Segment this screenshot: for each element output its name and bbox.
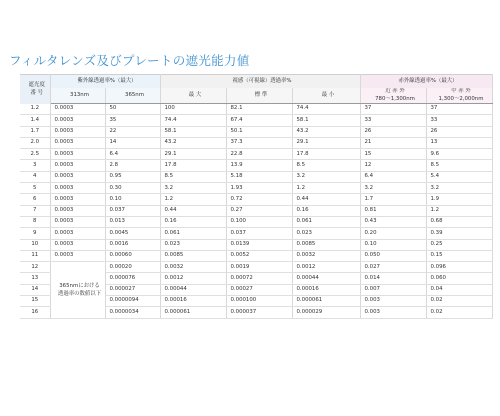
cell-shade-number: 2.0: [20, 137, 50, 148]
cell-visible-std: 0.0139: [226, 239, 292, 250]
cell-uv-365: 0.0016: [105, 239, 160, 250]
cell-shade-number: 3: [20, 160, 50, 171]
cell-visible-min: 0.44: [292, 194, 360, 205]
cell-uv-365: 0.013: [105, 216, 160, 227]
cell-uv-313: 0.0003: [50, 216, 105, 227]
cell-ir-mid: 37: [426, 104, 492, 115]
cell-visible-max: 0.0085: [160, 250, 226, 261]
cell-ir-near: 0.43: [360, 216, 426, 227]
header-vis-min: 最 小: [292, 88, 360, 104]
cell-visible-max: 1.2: [160, 194, 226, 205]
cell-shade-number: 12: [20, 262, 50, 273]
cell-ir-mid: 0.02: [426, 307, 492, 318]
cell-visible-max: 0.16: [160, 216, 226, 227]
cell-shade-number: 15: [20, 296, 50, 307]
cell-visible-min: 0.0012: [292, 262, 360, 273]
table-row: [20, 126, 492, 137]
cell-ir-mid: 26: [426, 126, 492, 137]
cell-visible-max: 0.0012: [160, 273, 226, 284]
cell-uv-313: 0.0003: [50, 228, 105, 239]
cell-shade-number: 4: [20, 171, 50, 182]
cell-shade-number: 1.2: [20, 104, 50, 115]
cell-visible-max: 0.00044: [160, 284, 226, 295]
cell-shade-number: 10: [20, 239, 50, 250]
cell-visible-max: 3.2: [160, 183, 226, 194]
cell-ir-near: 1.7: [360, 194, 426, 205]
cell-visible-std: 0.100: [226, 216, 292, 227]
header-uv-313: 313nm: [50, 88, 105, 104]
cell-shade-number: 11: [20, 250, 50, 261]
cell-uv-365: 0.0000094: [105, 296, 160, 307]
cell-visible-max: 29.1: [160, 149, 226, 160]
cell-visible-std: 0.00072: [226, 273, 292, 284]
cell-shade-number: 5: [20, 183, 50, 194]
cell-uv-313: 0.0003: [50, 160, 105, 171]
cell-uv-365: 35: [105, 115, 160, 126]
cell-visible-min: 74.4: [292, 104, 360, 115]
cell-ir-near: 0.81: [360, 205, 426, 216]
table-row: [20, 262, 492, 273]
cell-visible-std: 0.037: [226, 228, 292, 239]
cell-ir-mid: 13: [426, 137, 492, 148]
header-vis-max: 最 大: [160, 88, 226, 104]
cell-uv-365: 0.10: [105, 194, 160, 205]
cell-visible-max: 17.8: [160, 160, 226, 171]
cell-visible-std: 0.0052: [226, 250, 292, 261]
table-row: [20, 160, 492, 171]
cell-visible-std: 22.8: [226, 149, 292, 160]
cell-uv-313: 0.0003: [50, 205, 105, 216]
cell-visible-std: 0.27: [226, 205, 292, 216]
cell-visible-std: 0.000100: [226, 296, 292, 307]
cell-ir-near: 0.003: [360, 296, 426, 307]
cell-ir-mid: 5.4: [426, 171, 492, 182]
cell-visible-std: 82.1: [226, 104, 292, 115]
cell-ir-near: 0.20: [360, 228, 426, 239]
cell-ir-near: 37: [360, 104, 426, 115]
cell-visible-std: 13.9: [226, 160, 292, 171]
cell-shade-number: 7: [20, 205, 50, 216]
cell-ir-mid: 0.15: [426, 250, 492, 261]
table-row: [20, 228, 492, 239]
cell-visible-max: 58.1: [160, 126, 226, 137]
cell-visible-std: 0.72: [226, 194, 292, 205]
cell-shade-number: 1.7: [20, 126, 50, 137]
cell-ir-mid: 0.02: [426, 296, 492, 307]
cell-visible-std: 0.00027: [226, 284, 292, 295]
cell-visible-std: 50.1: [226, 126, 292, 137]
cell-uv-365: 0.00060: [105, 250, 160, 261]
cell-visible-min: 0.00016: [292, 284, 360, 295]
cell-shade-number: 8: [20, 216, 50, 227]
cell-visible-min: 3.2: [292, 171, 360, 182]
header-ir: 赤外線透過率%（最大）: [360, 75, 492, 89]
cell-shade-number: 14: [20, 284, 50, 295]
cell-uv-313: 0.0003: [50, 149, 105, 160]
cell-ir-near: 6.4: [360, 171, 426, 182]
cell-ir-near: 0.007: [360, 284, 426, 295]
cell-ir-mid: 0.25: [426, 239, 492, 250]
cell-shade-number: 9: [20, 228, 50, 239]
cell-ir-near: 0.014: [360, 273, 426, 284]
cell-visible-max: 100: [160, 104, 226, 115]
cell-visible-min: 0.00044: [292, 273, 360, 284]
cell-shade-number: 16: [20, 307, 50, 318]
cell-uv-313: 0.0003: [50, 115, 105, 126]
cell-uv-365: 0.30: [105, 183, 160, 194]
cell-visible-max: 8.5: [160, 171, 226, 182]
cell-ir-near: 0.003: [360, 307, 426, 318]
cell-visible-min: 43.2: [292, 126, 360, 137]
cell-ir-mid: 3.2: [426, 183, 492, 194]
table-row: [20, 171, 492, 182]
cell-visible-min: 0.0032: [292, 250, 360, 261]
table-row: [20, 104, 492, 115]
header-uv: 紫外線透過率%（最大）: [50, 75, 160, 89]
header-ir-mid: 中 赤 外 1,300〜2,000nm: [426, 88, 492, 104]
table-row: [20, 205, 492, 216]
table-row: [20, 216, 492, 227]
cell-ir-near: 12: [360, 160, 426, 171]
cell-uv-365: 50: [105, 104, 160, 115]
page-title: フィルタレンズ及びプレートの遮光能力値: [9, 53, 250, 68]
table-row: [20, 183, 492, 194]
cell-visible-min: 0.000029: [292, 307, 360, 318]
cell-visible-max: 0.00016: [160, 296, 226, 307]
cell-visible-max: 0.023: [160, 239, 226, 250]
cell-ir-mid: 9.6: [426, 149, 492, 160]
cell-uv-365: 22: [105, 126, 160, 137]
cell-uv-313: 0.0003: [50, 171, 105, 182]
cell-ir-mid: 1.2: [426, 205, 492, 216]
header-ir-near: 近 赤 外 780〜1,300nm: [360, 88, 426, 104]
cell-shade-number: 6: [20, 194, 50, 205]
table-row: [20, 115, 492, 126]
cell-shade-number: 1.4: [20, 115, 50, 126]
table-row: [20, 250, 492, 261]
cell-visible-std: 0.0019: [226, 262, 292, 273]
cell-visible-min: 0.023: [292, 228, 360, 239]
cell-shade-number: 13: [20, 273, 50, 284]
cell-ir-mid: 0.04: [426, 284, 492, 295]
cell-uv-365: 0.00020: [105, 262, 160, 273]
cell-uv-313: 0.0003: [50, 126, 105, 137]
cell-visible-min: 58.1: [292, 115, 360, 126]
cell-uv-313: 0.0003: [50, 239, 105, 250]
cell-uv-313: 0.0003: [50, 194, 105, 205]
cell-uv-313: 0.0003: [50, 250, 105, 261]
cell-uv-365: 0.037: [105, 205, 160, 216]
cell-visible-min: 17.8: [292, 149, 360, 160]
cell-visible-max: 0.061: [160, 228, 226, 239]
cell-visible-max: 74.4: [160, 115, 226, 126]
cell-ir-mid: 0.060: [426, 273, 492, 284]
cell-ir-mid: 0.39: [426, 228, 492, 239]
header-uv-365: 365nm: [105, 88, 160, 104]
cell-visible-std: 0.000037: [226, 307, 292, 318]
header-vis-std: 標 準: [226, 88, 292, 104]
cell-ir-mid: 0.096: [426, 262, 492, 273]
cell-visible-max: 0.0032: [160, 262, 226, 273]
cell-ir-near: 0.050: [360, 250, 426, 261]
header-shade-number: 遮光度 番 号: [20, 75, 50, 104]
cell-ir-mid: 0.68: [426, 216, 492, 227]
cell-visible-min: 0.0085: [292, 239, 360, 250]
cell-ir-near: 0.027: [360, 262, 426, 273]
cell-visible-min: 29.1: [292, 137, 360, 148]
cell-ir-near: 33: [360, 115, 426, 126]
cell-ir-near: 26: [360, 126, 426, 137]
cell-uv-365: 0.0045: [105, 228, 160, 239]
table-row: [20, 194, 492, 205]
cell-uv-365: 6.4: [105, 149, 160, 160]
cell-visible-max: 0.44: [160, 205, 226, 216]
cell-uv-365: 0.0000034: [105, 307, 160, 318]
cell-ir-near: 3.2: [360, 183, 426, 194]
header-visible: 視感（可視線）透過率%: [160, 75, 360, 89]
shade-spec-table: [20, 74, 493, 319]
cell-uv-313: 0.0003: [50, 183, 105, 194]
cell-visible-std: 5.18: [226, 171, 292, 182]
cell-visible-min: 0.16: [292, 205, 360, 216]
cell-ir-near: 21: [360, 137, 426, 148]
cell-visible-std: 1.93: [226, 183, 292, 194]
table-body: [20, 104, 492, 319]
cell-shade-number: 2.5: [20, 149, 50, 160]
uv313-note: 365nmにおける 透過率の数値以下: [50, 262, 105, 318]
cell-uv-365: 0.95: [105, 171, 160, 182]
cell-visible-min: 1.2: [292, 183, 360, 194]
table-row: [20, 137, 492, 148]
table-row: [20, 239, 492, 250]
cell-visible-min: 0.061: [292, 216, 360, 227]
cell-visible-min: 8.5: [292, 160, 360, 171]
cell-ir-mid: 1.9: [426, 194, 492, 205]
cell-ir-mid: 8.5: [426, 160, 492, 171]
cell-visible-min: 0.000061: [292, 296, 360, 307]
cell-visible-std: 37.3: [226, 137, 292, 148]
cell-uv-313: 0.0003: [50, 104, 105, 115]
cell-uv-365: 2.8: [105, 160, 160, 171]
cell-visible-max: 43.2: [160, 137, 226, 148]
cell-uv-365: 0.000027: [105, 284, 160, 295]
cell-ir-near: 0.10: [360, 239, 426, 250]
cell-uv-365: 0.000076: [105, 273, 160, 284]
cell-visible-max: 0.000061: [160, 307, 226, 318]
cell-uv-365: 14: [105, 137, 160, 148]
cell-visible-std: 67.4: [226, 115, 292, 126]
cell-ir-mid: 33: [426, 115, 492, 126]
cell-ir-near: 15: [360, 149, 426, 160]
table-row: [20, 149, 492, 160]
cell-uv-313: 0.0003: [50, 137, 105, 148]
